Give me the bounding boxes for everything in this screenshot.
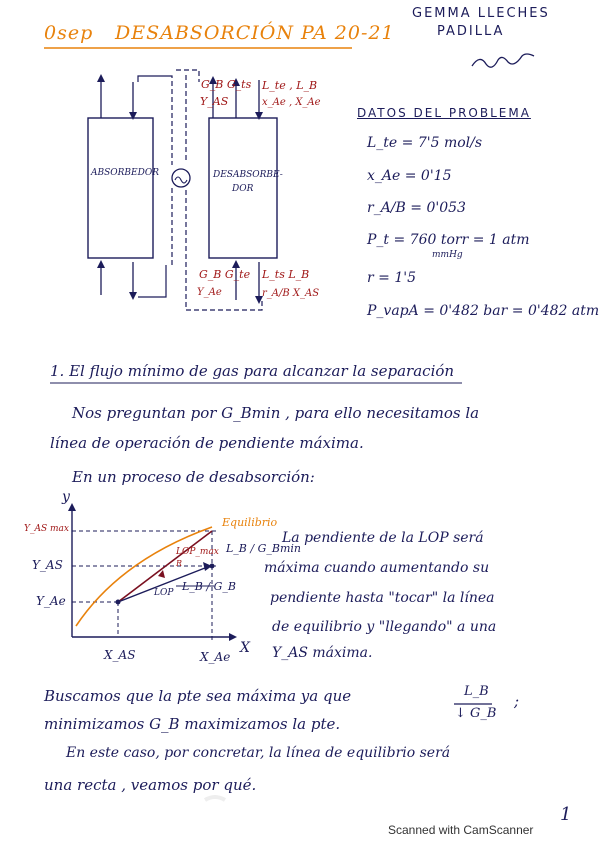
bottom-right-stream-labels: L_ts L_B	[262, 268, 310, 281]
closing-fraction-numerator: L_B	[464, 684, 489, 699]
chart-xae-label: X_Ae	[200, 650, 231, 664]
datos-heading: DATOS DEL PROBLEMA	[357, 106, 531, 120]
paragraph-2: En un proceso de desabsorción:	[72, 468, 315, 486]
signature	[472, 54, 534, 67]
bottom-left-y-label: Y_Ae	[197, 287, 222, 298]
closing-fraction-denominator: ↓ G_B	[455, 706, 497, 721]
chart-yas-max-label: Y_AS max	[24, 524, 69, 534]
chart-xas-label: X_AS	[104, 648, 136, 662]
chart-yae-label: Y_Ae	[36, 594, 66, 608]
bottom-right-x-label: r_A/B X_AS	[262, 288, 320, 299]
scanner-watermark: Scanned with CamScanner	[388, 823, 534, 837]
side-text-line-4: de equilibrio y "llegando" a una	[272, 619, 497, 635]
page-number: 1	[560, 804, 572, 825]
title-prefix: 0sep	[44, 22, 94, 44]
page-title: DESABSORCIÓN PA 20-21	[115, 22, 395, 44]
chart-y-axis-label: y	[62, 489, 70, 505]
chart-lopmax-label: LOP_max	[176, 547, 219, 557]
dato-pt: P_t = 760 torr = 1 atm	[367, 232, 530, 248]
paragraph-1-line-1: Nos preguntan por G_Bmin , para ello necesitamos la	[72, 404, 480, 422]
closing-line-4: una recta , veamos por qué.	[44, 776, 257, 794]
side-text-line-1: La pendiente de la LOP será	[282, 530, 484, 546]
side-text-line-3: pendiente hasta "tocar" la línea	[270, 590, 495, 606]
chart-yas-label: Y_AS	[32, 558, 63, 572]
author-line-1: GEMMA LLECHES	[412, 6, 550, 21]
dato-xae: x_Ae = 0'15	[367, 168, 452, 184]
dato-lte: L_te = 7'5 mol/s	[367, 135, 483, 151]
closing-line-2: minimizamos G_B maximizamos la pte.	[44, 715, 341, 733]
chart-equilibrio-label: Equilibrio	[222, 516, 278, 529]
dato-rab: r_A/B = 0'053	[367, 200, 466, 216]
absorbedor-column	[88, 118, 153, 258]
author-line-2: PADILLA	[437, 24, 505, 39]
closing-line-1: Buscamos que la pte sea máxima ya que	[44, 687, 352, 705]
chart-x-axis-label: X	[240, 640, 250, 656]
desabsorbedor-label-1: DESABSORBE-	[213, 170, 283, 180]
closing-line-3: En este caso, por concretar, la línea de equilibrio será	[66, 745, 451, 761]
chart-r-mark: R	[176, 559, 183, 568]
top-left-stream-labels: G_B G_ts	[201, 78, 252, 91]
absorbedor-label: ABSORBEDOR	[91, 168, 159, 178]
closing-line-1-tail: ;	[514, 692, 520, 710]
top-left-y-label: Y_AS	[200, 95, 229, 108]
chart-lb-gbmin-label: L_B / G_Bmin	[226, 542, 301, 555]
desabsorbedor-label-2: DOR	[232, 184, 254, 194]
side-text-line-5: Y_AS máxima.	[272, 645, 373, 661]
chart-lop-label: LOP	[154, 588, 174, 598]
heat-exchanger-icon	[172, 169, 190, 187]
top-right-x-label: x_Ae , X_Ae	[262, 97, 321, 108]
bottom-left-stream-labels: G_B G_te	[199, 268, 251, 281]
section-heading: 1. El flujo mínimo de gas para alcanzar la separación	[50, 362, 455, 380]
dato-pvap: P_vapA = 0'482 bar = 0'482 atm	[367, 303, 599, 319]
dato-r: r = 1'5	[367, 270, 416, 286]
paragraph-1-line-2: línea de operación de pendiente máxima.	[50, 434, 364, 452]
dato-pt-unit: mmHg	[432, 250, 463, 260]
side-text-line-2: máxima cuando aumentando su	[264, 560, 490, 576]
equilibrium-curve	[76, 527, 212, 626]
top-right-stream-labels: L_te , L_B	[262, 79, 318, 92]
chart-lb-gb-label: L_B / G_B	[182, 580, 236, 593]
